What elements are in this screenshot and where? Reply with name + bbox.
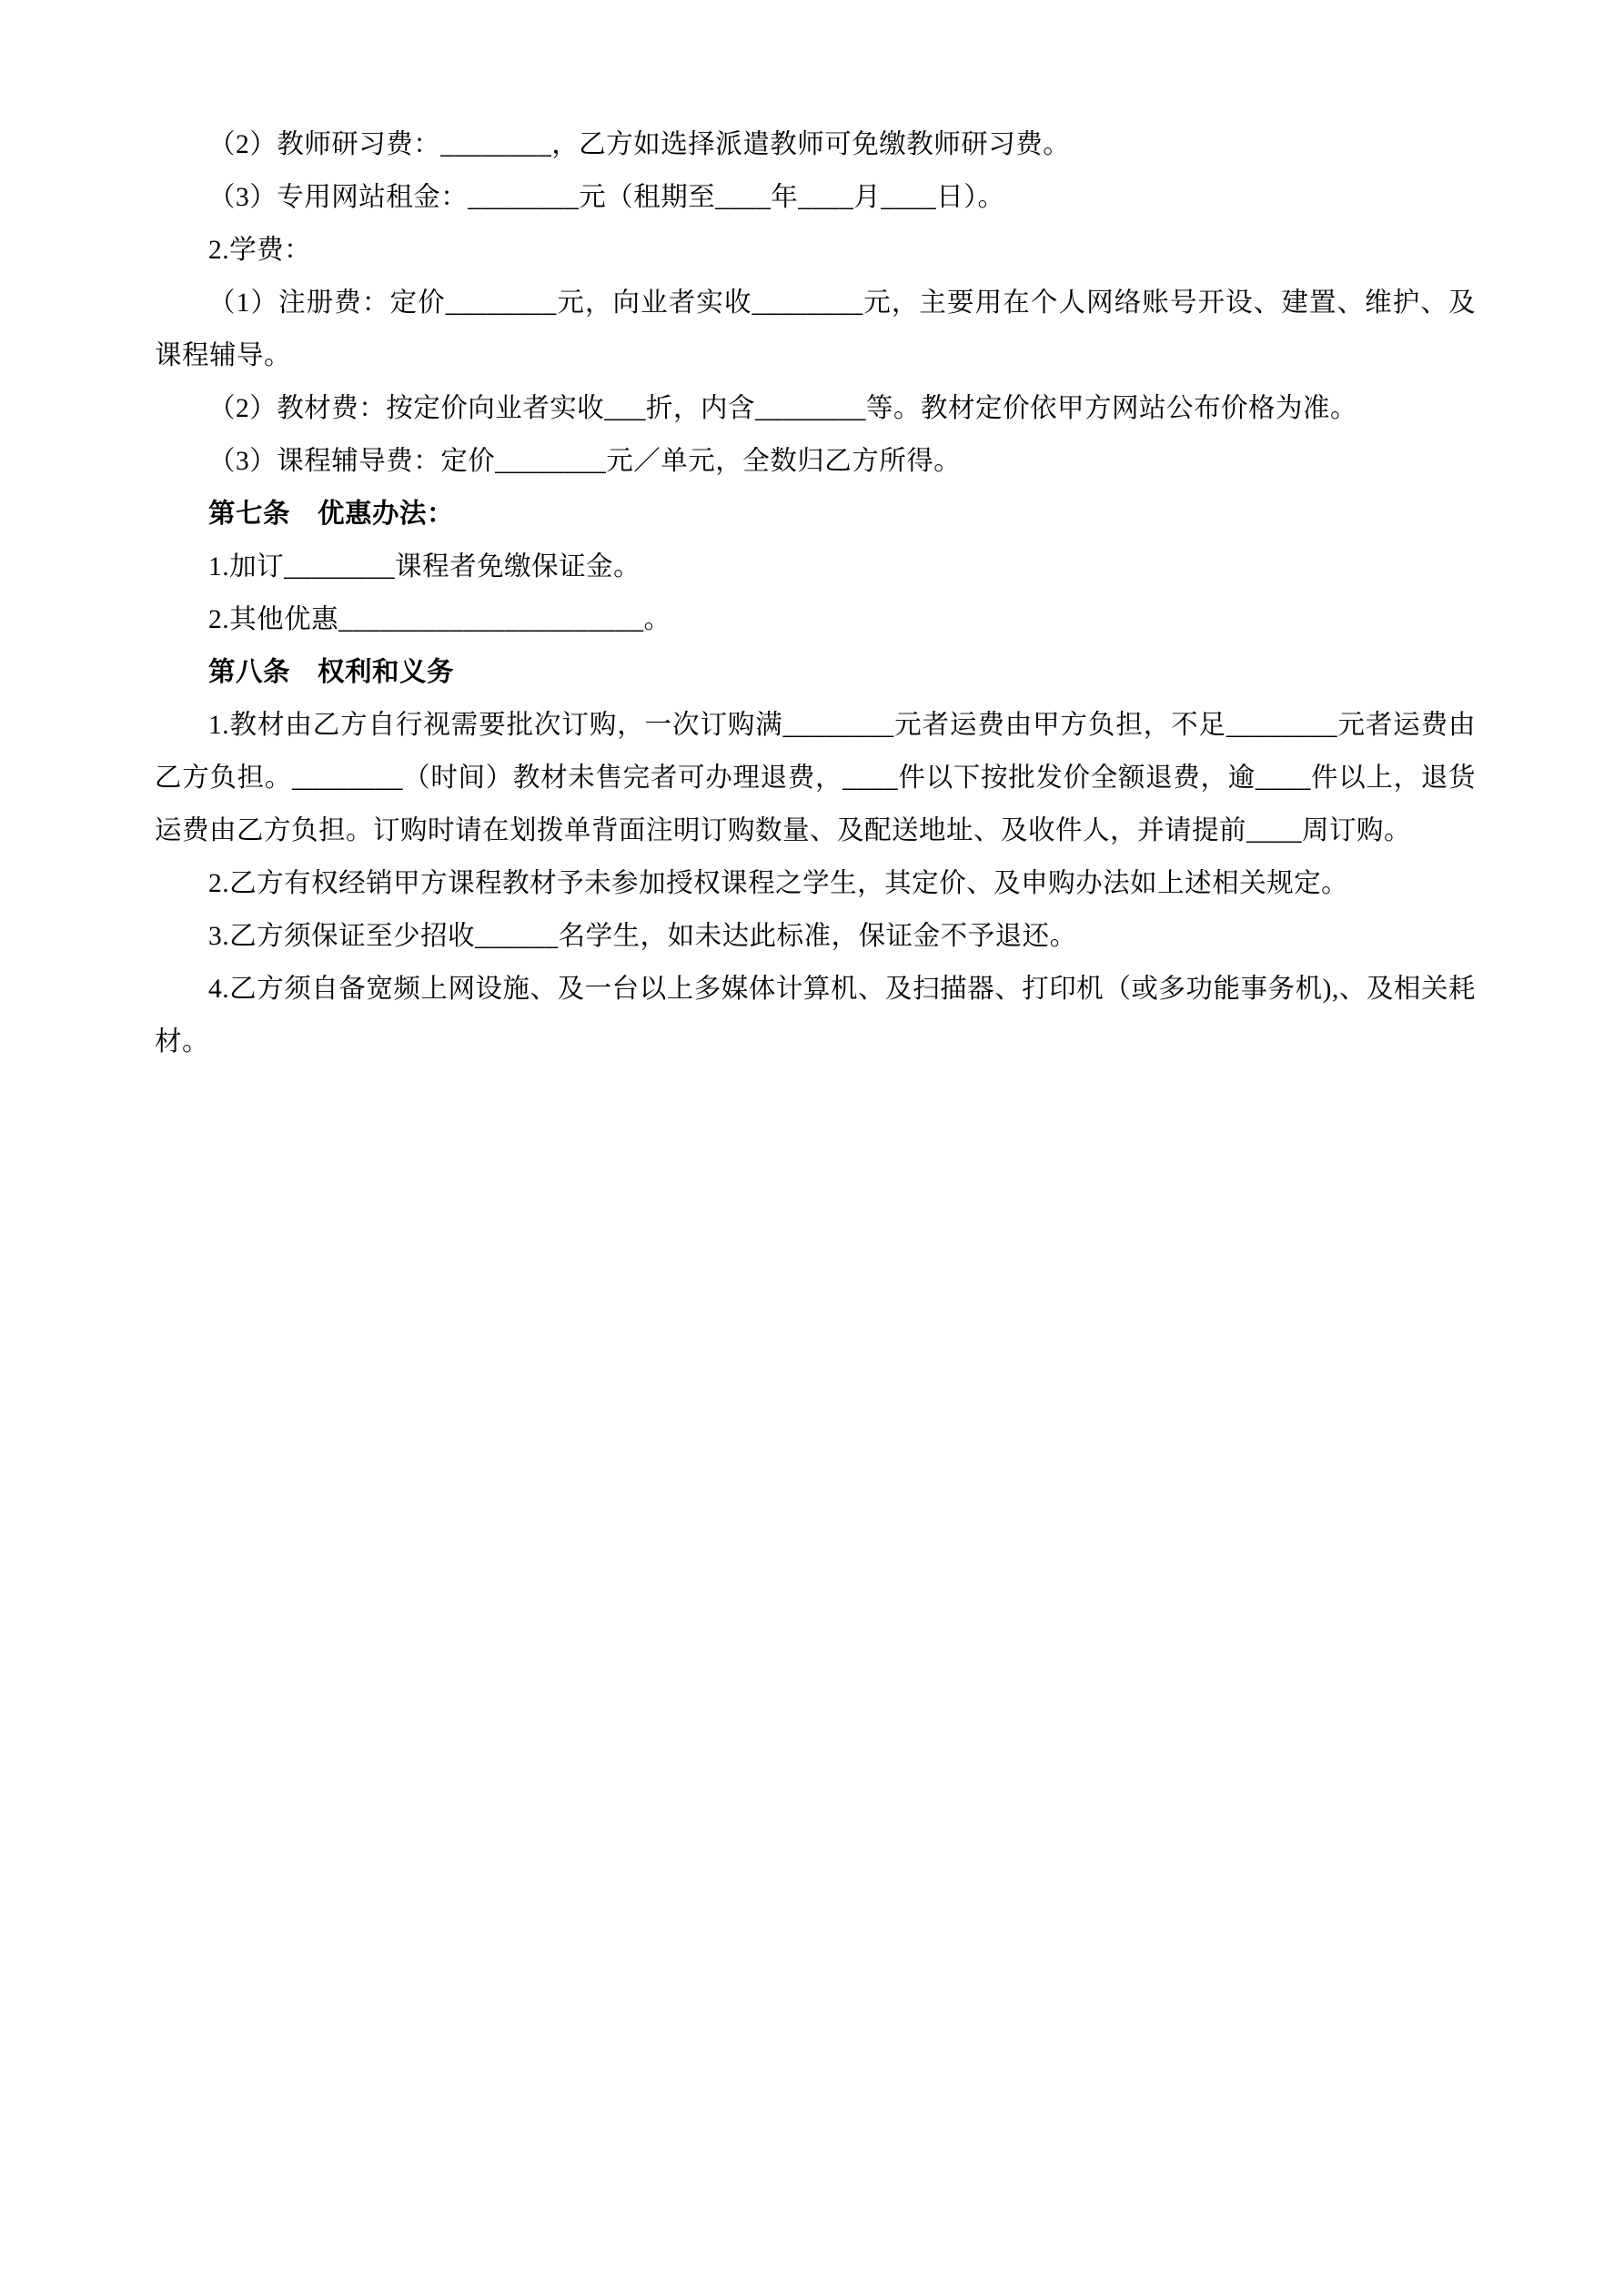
paragraph-discount-2: 2.其他优惠______________________。 <box>208 605 671 634</box>
document-body <box>155 118 1476 1068</box>
paragraph-tuition-heading: 2.学费： <box>208 236 312 265</box>
paragraph-teacher-training-fee: （2）教师研习费：________，乙方如选择派遣教师可免缴教师研习费。 <box>208 130 1071 159</box>
paragraph-rights-4: 4.乙方须自备宽频上网设施、及一台以上多媒体计算机、及扫描器、打印机（或多功能事务机),、及相关耗材。 <box>155 975 1476 1057</box>
paragraph-course-tutoring-fee: （3）课程辅导费：定价________元／单元，全数归乙方所得。 <box>208 447 962 476</box>
paragraph-textbook-fee: （2）教材费：按定价向业者实收___折，内含________等。教材定价依甲方网站公布价格为准。 <box>208 394 1358 423</box>
paragraph-registration-fee: （1）注册费：定价________元，向业者实收________元，主要用在个人网络账号开设、建置、维护、及课程辅导。 <box>155 288 1476 370</box>
paragraph-rights-1: 1.教材由乙方自行视需要批次订购，一次订购满________元者运费由甲方负担，不足________元者运费由乙方负担。________（时间）教材未售完者可办理退费，____件以下按批发价全额退费，逾____件以上，退货运费由乙方负担。订购时请在划拨单背面注明订购数量、及配送地址、及收件人，并请提前____周订购。 <box>155 711 1476 845</box>
article-7-heading: 第七条 优惠办法： <box>208 500 455 529</box>
paragraph-website-rent: （3）专用网站租金：________元（租期至____年____月____日）。 <box>208 183 1005 212</box>
paragraph-rights-2: 2.乙方有权经销甲方课程教材予未参加授权课程之学生，其定价、及申购办法如上述相关规定。 <box>208 869 1349 898</box>
article-8-heading: 第八条 权利和义务 <box>208 658 455 687</box>
paragraph-rights-3: 3.乙方须保证至少招收______名学生，如未达此标准，保证金不予退还。 <box>208 922 1077 951</box>
paragraph-discount-1: 1.加订________课程者免缴保证金。 <box>208 552 641 582</box>
